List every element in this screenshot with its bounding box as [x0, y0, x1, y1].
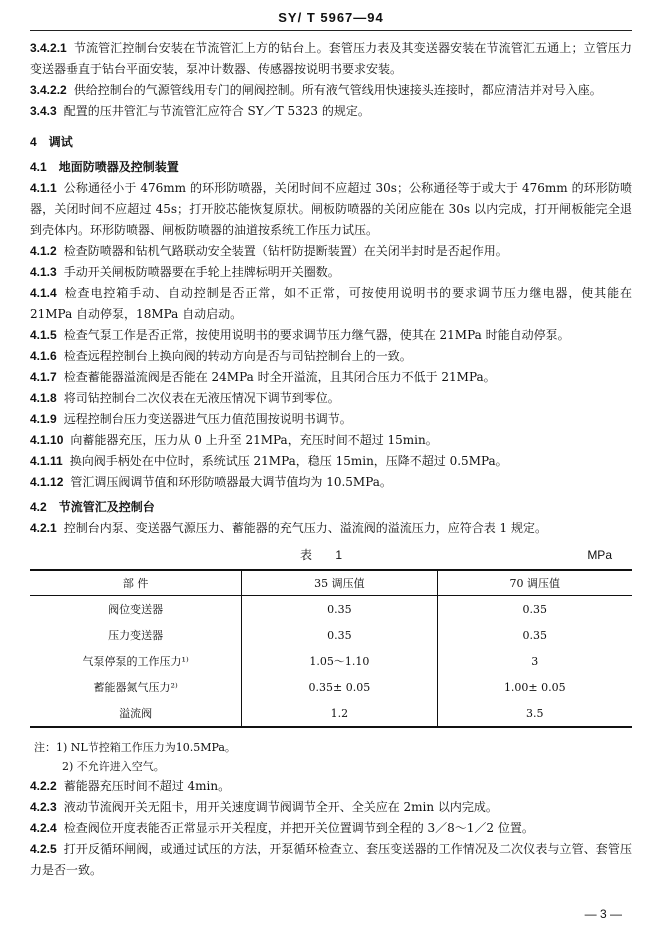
clause-4-1-10 [30, 430, 632, 451]
column-header-70: 70 调压值 [437, 570, 632, 596]
clause-3-4-2-1 [30, 38, 632, 80]
clause-number: 3.4.2.2 [30, 83, 67, 97]
document-body [30, 38, 632, 881]
clause-text: 节流管汇控制台安装在节流管汇上方的钻台上。套管压力表及其变送器安装在节流管汇五通上；立管压力变送器垂直于钻台平面安装，泵冲计数器、传感器按说明书要求安装。 [30, 41, 632, 76]
clause-3-4-2-2 [30, 80, 632, 101]
pressure-settings-table [30, 569, 632, 728]
clause-number: 4.1.6 [30, 349, 57, 363]
table-cell: 1.00± 0.05 [437, 674, 632, 700]
section-4-1-heading [30, 157, 632, 178]
clause-4-1-3 [30, 262, 632, 283]
clause-text: 打开反循环闸阀，或通过试压的方法，开泵循环检查立、套压变送器的工作情况及二次仪表与立管、套管压力是否一致。 [30, 842, 632, 877]
clause-text: 检查远程控制台上换向阀的转动方向是否与司钻控制台上的一致。 [63, 349, 412, 363]
clause-number: 4.1.8 [30, 391, 57, 405]
table-cell: 压力变送器 [108, 628, 164, 642]
table-cell: 溢流阀 [119, 706, 153, 720]
column-header-component: 部 件 [122, 576, 149, 590]
clause-text: 管汇调压阀调节值和环形防喷器最大调节值均为 10.5MPa。 [70, 475, 392, 489]
table-header-row [30, 570, 632, 596]
clause-number: 4.1.4 [30, 286, 57, 300]
clause-4-1-7 [30, 367, 632, 388]
clause-number: 4.1.5 [30, 328, 57, 342]
table-row [30, 596, 632, 623]
clause-number: 4.1.9 [30, 412, 57, 426]
table-row [30, 674, 632, 700]
clause-4-1-12 [30, 472, 632, 493]
table-cell: 阀位变送器 [108, 602, 164, 616]
clause-3-4-3 [30, 101, 632, 122]
clause-number: 4.1.11 [30, 454, 63, 468]
table-cell: 0.35 [242, 622, 437, 648]
clause-number: 4.1.2 [30, 244, 57, 258]
clause-text: 检查气泵工作是否正常，按使用说明书的要求调节压力继气器，使其在 21MPa 时能自动停泵。 [63, 328, 570, 342]
table-note-2: 2) 不允许进入空气。 [62, 760, 165, 773]
clause-text: 将司钻控制台二次仪表在无液压情况下调节到零位。 [63, 391, 340, 405]
standard-code-header: SY/ T 5967—94 [278, 10, 384, 25]
clause-4-1-6 [30, 346, 632, 367]
clause-4-1-1 [30, 178, 632, 241]
header-rule [30, 30, 632, 31]
table-note-1: 注：1) NL节控箱工作压力为10.5MPa。 [34, 741, 236, 754]
clause-text: 供给控制台的气源管线用专门的闸阀控制。所有液气管线用快速接头连接时，都应清洁并对号入座。 [73, 83, 602, 97]
section-title: 地面防喷器及控制装置 [58, 160, 179, 174]
clause-number: 4.2.2 [30, 779, 57, 793]
section-4-heading [30, 132, 632, 153]
clause-4-2-4 [30, 818, 632, 839]
clause-text: 液动节流阀开关无阻卡，用开关速度调节阀调节全开、全关应在 2min 以内完成。 [63, 800, 498, 814]
clause-number: 4.1.3 [30, 265, 57, 279]
clause-number: 4.1.12 [30, 475, 64, 489]
clause-text: 配置的压井管汇与节流管汇应符合 SY／T 5323 的规定。 [63, 104, 370, 118]
clause-number: 4.1.7 [30, 370, 57, 384]
clause-number: 3.4.2.1 [30, 41, 67, 55]
section-4-2-heading [30, 497, 632, 518]
table-cell: 0.35 [437, 596, 632, 623]
clause-number: 4.2.1 [30, 521, 57, 535]
section-title: 节流管汇及控制台 [58, 500, 155, 514]
table-label: 表 1 [300, 548, 353, 562]
clause-text: 控制台内泵、变送器气源压力、蓄能器的充气压力、溢流阀的溢流压力，应符合表 1 规定。 [63, 521, 547, 535]
clause-4-1-11 [30, 451, 632, 472]
clause-4-2-1 [30, 518, 632, 539]
clause-number: 4.1.1 [30, 181, 57, 195]
clause-4-1-5 [30, 325, 632, 346]
clause-number: 4.2.3 [30, 800, 57, 814]
clause-4-2-5 [30, 839, 632, 881]
clause-text: 检查蓄能器溢流阀是否能在 24MPa 时全开溢流，且其闭合压力不低于 21MPa。 [63, 370, 496, 384]
table-cell: 0.35 [437, 622, 632, 648]
page-number: — 3 — [584, 907, 622, 921]
section-number: 4.2 [30, 500, 47, 514]
clause-number: 4.2.5 [30, 842, 57, 856]
table-notes [30, 738, 632, 776]
clause-4-2-3 [30, 797, 632, 818]
clause-text: 换向阀手柄处在中位时，系统试压 21MPa，稳压 15min，压降不超过 0.5MPa。 [69, 454, 508, 468]
table-row [30, 622, 632, 648]
table-cell: 蓄能器氮气压力²⁾ [93, 680, 178, 694]
table-cell: 3.5 [437, 700, 632, 727]
clause-number: 4.2.4 [30, 821, 57, 835]
table-cell: 0.35± 0.05 [242, 674, 437, 700]
clause-4-1-8 [30, 388, 632, 409]
clause-text: 蓄能器充压时间不超过 4min。 [63, 779, 231, 793]
table-caption [30, 545, 632, 567]
section-number: 4 [30, 135, 37, 149]
clause-4-1-4 [30, 283, 632, 325]
clause-text: 远程控制台压力变送器进气压力值范围按说明书调节。 [63, 412, 352, 426]
clause-text: 公称通径小于 476mm 的环形防喷器，关闭时间不应超过 30s；公称通径等于或大于 476mm 的环形防喷器，关闭时间不应超过 45s；打开胶芯能恢复原状。闸板防喷器的关闭应能在 30s 以内完成，打开闸板能完全退到壳体内。环形防喷器、闸板防喷器的油道按系统工作压力试压。 [30, 181, 632, 237]
table-cell: 0.35 [242, 596, 437, 623]
table-cell: 气泵停泵的工作压力¹⁾ [82, 654, 189, 668]
table-cell: 1.05～1.10 [242, 648, 437, 674]
table-row [30, 700, 632, 727]
section-title: 调试 [48, 135, 73, 149]
clause-4-1-9 [30, 409, 632, 430]
column-header-35: 35 调压值 [242, 570, 437, 596]
clause-4-1-2 [30, 241, 632, 262]
table-cell: 3 [437, 648, 632, 674]
clause-text: 向蓄能器充压，压力从 0 上升至 21MPa，充压时间不超过 15min。 [70, 433, 438, 447]
clause-text: 检查阀位开度表能否正常显示开关程度，并把开关位置调节到全程的 3／8～1／2 位置。 [63, 821, 534, 835]
table-cell: 1.2 [242, 700, 437, 727]
clause-text: 手动开关闸板防喷器要在手轮上挂牌标明开关圈数。 [63, 265, 340, 279]
clause-4-2-2 [30, 776, 632, 797]
table-row [30, 648, 632, 674]
clause-text: 检查防喷器和钻机气路联动安全装置（钻杆防提断装置）在关闭半封时是否起作用。 [63, 244, 508, 258]
section-number: 4.1 [30, 160, 47, 174]
clause-number: 3.4.3 [30, 104, 57, 118]
clause-number: 4.1.10 [30, 433, 64, 447]
clause-text: 检查电控箱手动、自动控制是否正常，如不正常，可按使用说明书的要求调节压力继电器，使其能在 21MPa 自动停泵，18MPa 自动启动。 [30, 286, 632, 321]
table-unit: MPa [587, 548, 612, 562]
